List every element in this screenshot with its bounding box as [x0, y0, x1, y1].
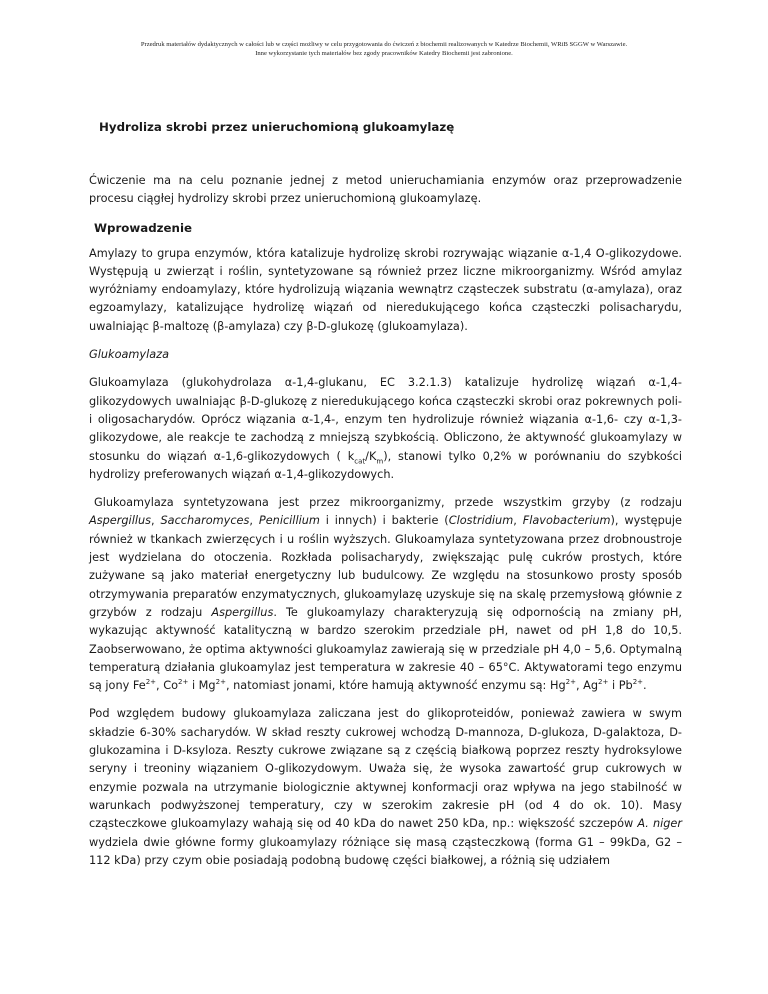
superscript-charge: 2+ [598, 678, 609, 687]
intro-paragraph: Amylazy to grupa enzymów, która katalizuje hydrolizę skrobi rozrywając wiązanie α-1,4 O-glikozydowe. Występują u zwierząt i roślin, syntetyzowane są również przez liczne mikroorganizmy. Wśród amylaz wyróżniamy endoamylazy, które hydrolizują wiązania wewnątrz cząsteczek substratu (α-amylaza), oraz egzoamylazy, katalizujące hydrolizę wiązań od nieredukującego końca cząsteczki polisacharydu, uwalniając β-maltozę (β-amylaza) czy β-D-glukozę (glukoamylaza). [89, 246, 682, 333]
text-span: . Te glukoamylazy charakteryzują się odpornością na zmiany pH, wykazując aktywność katalityczną w bardzo szerokim przedziale pH, nawet od pH 1,8 do 10,5. Zaobserwowano, że optima aktywności glukoamylaz zawierają się w przedziale pH 4,0 – 5,6. Optymalną temperaturą działania glukoamylaz jest temperatura w zakresie 40 – 65°C. Aktywatorami tego enzymu są jony Fe [89, 605, 682, 693]
header-line-2: Inne wykorzystanie tych materiałów bez zgody pracowników Katedry Biochemii jest zabronione. [255, 50, 513, 57]
header-line-1: Przedruk materiałów dydaktycznych w całości lub w części możliwy w celu przygotowania do ćwiczeń z biochemii realizowanych w Katedrze Biochemii, WRiB SGGW w Warszawie. [140, 41, 628, 48]
paragraph-glukoamylaza-definition [89, 374, 682, 484]
text-span: , [151, 514, 161, 528]
text-span: . [643, 679, 647, 693]
italic-genus: Aspergillus [211, 605, 274, 619]
aim-paragraph: Ćwiczenie ma na celu poznanie jednej z metod unieruchamiania enzymów oraz przeprowadzenie procesu ciągłej hydrolizy skrobi przez unieruchomioną glukoamylazę. [89, 174, 682, 206]
text-span: , Ag [575, 679, 599, 693]
subheading-glukoamylaza: Glukoamylaza [89, 348, 170, 362]
text-span: ), stanowi tylko 0,2% w porównaniu do szybkości hydrolizy preferowanych wiązań α-1,4-glikozydowych. [89, 449, 682, 481]
document-title: Hydroliza skrobi przez unieruchomioną glukoamylazę [99, 120, 455, 134]
paragraph-glukoamylaza-sources [89, 494, 682, 695]
italic-species: A. niger [637, 817, 683, 831]
text-span: , Co [156, 679, 179, 693]
text-span: /K [365, 449, 377, 463]
text-span: i Pb [608, 679, 633, 693]
subscript-m: m [376, 456, 384, 465]
superscript-charge: 2+ [145, 678, 157, 687]
italic-genus: Saccharomyces [160, 514, 250, 528]
text-span: Glukoamylaza syntetyzowana jest przez mikroorganizmy, przede wszystkim grzyby (z rodzaju [94, 496, 682, 510]
intro-heading: Wprowadzenie [94, 220, 192, 235]
text-span: ), występuje również w tkankach zwierzęcych i u roślin wyższych. Glukoamylaza syntetyzowana przez drobnoustroje jest wydzielana do otoczenia. Rozkłada polisacharydy, zwiększając pulę cukrów prostych, które zużywane są jako materiał energetyczny lub budulcowy. Ze względu na stosunkowo prosty sposób otrzymywania preparatów enzymatycznych, glukoamylazę uzyskuje się na skalę przemysłową głównie z grzybów z rodzaju [89, 514, 682, 619]
superscript-charge: 2+ [215, 678, 226, 687]
text-span: Pod względem budowy glukoamylaza zaliczana jest do glikoproteidów, ponieważ zawiera w swym składzie 6-30% sacharydów. W skład reszty cukrowej wchodzą D-mannoza, D-glukoza, D-galaktoza, D-glukozamina i D-ksyloza. Reszty cukrowe związane są z częścią białkową poprzez reszty hydroksylowe seryny i treoniny wiązaniem O-glikozydowym. Uważa się, że wysoka zawartość grup cukrowych w enzymie pozwala na utrzymanie biologicznie aktywnej konformacji oraz wpływa na jego stabilność w warunkach podwyższonej temperatury, czy w szerokim zakresie pH (od 4 do ok. 10). Masy cząsteczkowe glukoamylazy wahają się od 40 kDa do nawet 250 kDa, np.: większość szczepów [89, 707, 682, 831]
italic-genus: Clostridium [448, 514, 514, 528]
text-span: , natomiast jonami, które hamują aktywność enzymu są: Hg [225, 679, 566, 693]
text-span: Glukoamylaza (glukohydrolaza α-1,4-glukanu, EC 3.2.1.3) katalizuje hydrolizę wiązań α-1,4-glikozydowych uwalniając β-D-glukozę z nieredukującego końca cząsteczki skrobi oraz pokrewnych poli- i oligosacharydów. Oprócz wiązania α-1,4-, enzym ten hydrolizuje również wiązania α-1,6- czy α-1,3-glikozydowe, ale reakcje te zachodzą z mniejszą szybkością. Obliczono, że aktywność glukoamylazy w stosunku do wiązań α-1,6-glikozydowych ( k [89, 376, 682, 463]
superscript-charge: 2+ [632, 678, 644, 687]
text-span: i Mg [188, 679, 216, 693]
page-header [0, 40, 768, 58]
superscript-charge: 2+ [178, 678, 189, 687]
text-span: , [513, 514, 523, 528]
text-span: i innych) i bakterie ( [319, 514, 449, 528]
text-span: , [249, 514, 259, 528]
superscript-charge: 2+ [565, 678, 576, 687]
document-body [89, 118, 682, 870]
paragraph-glukoamylaza-structure [89, 705, 682, 870]
subscript-cat: cat [354, 456, 366, 465]
italic-genus: Flavobacterium [522, 514, 611, 528]
italic-genus: Aspergillus [89, 514, 152, 528]
italic-genus: Penicillium [258, 514, 320, 528]
text-span: wydziela dwie główne formy glukoamylazy różniące się masą cząsteczkową (forma G1 – 99kDa, G2 – 112 kDa) przy czym obie posiadają podobną budowę części białkowej, a różnią się udziałem [89, 835, 682, 867]
